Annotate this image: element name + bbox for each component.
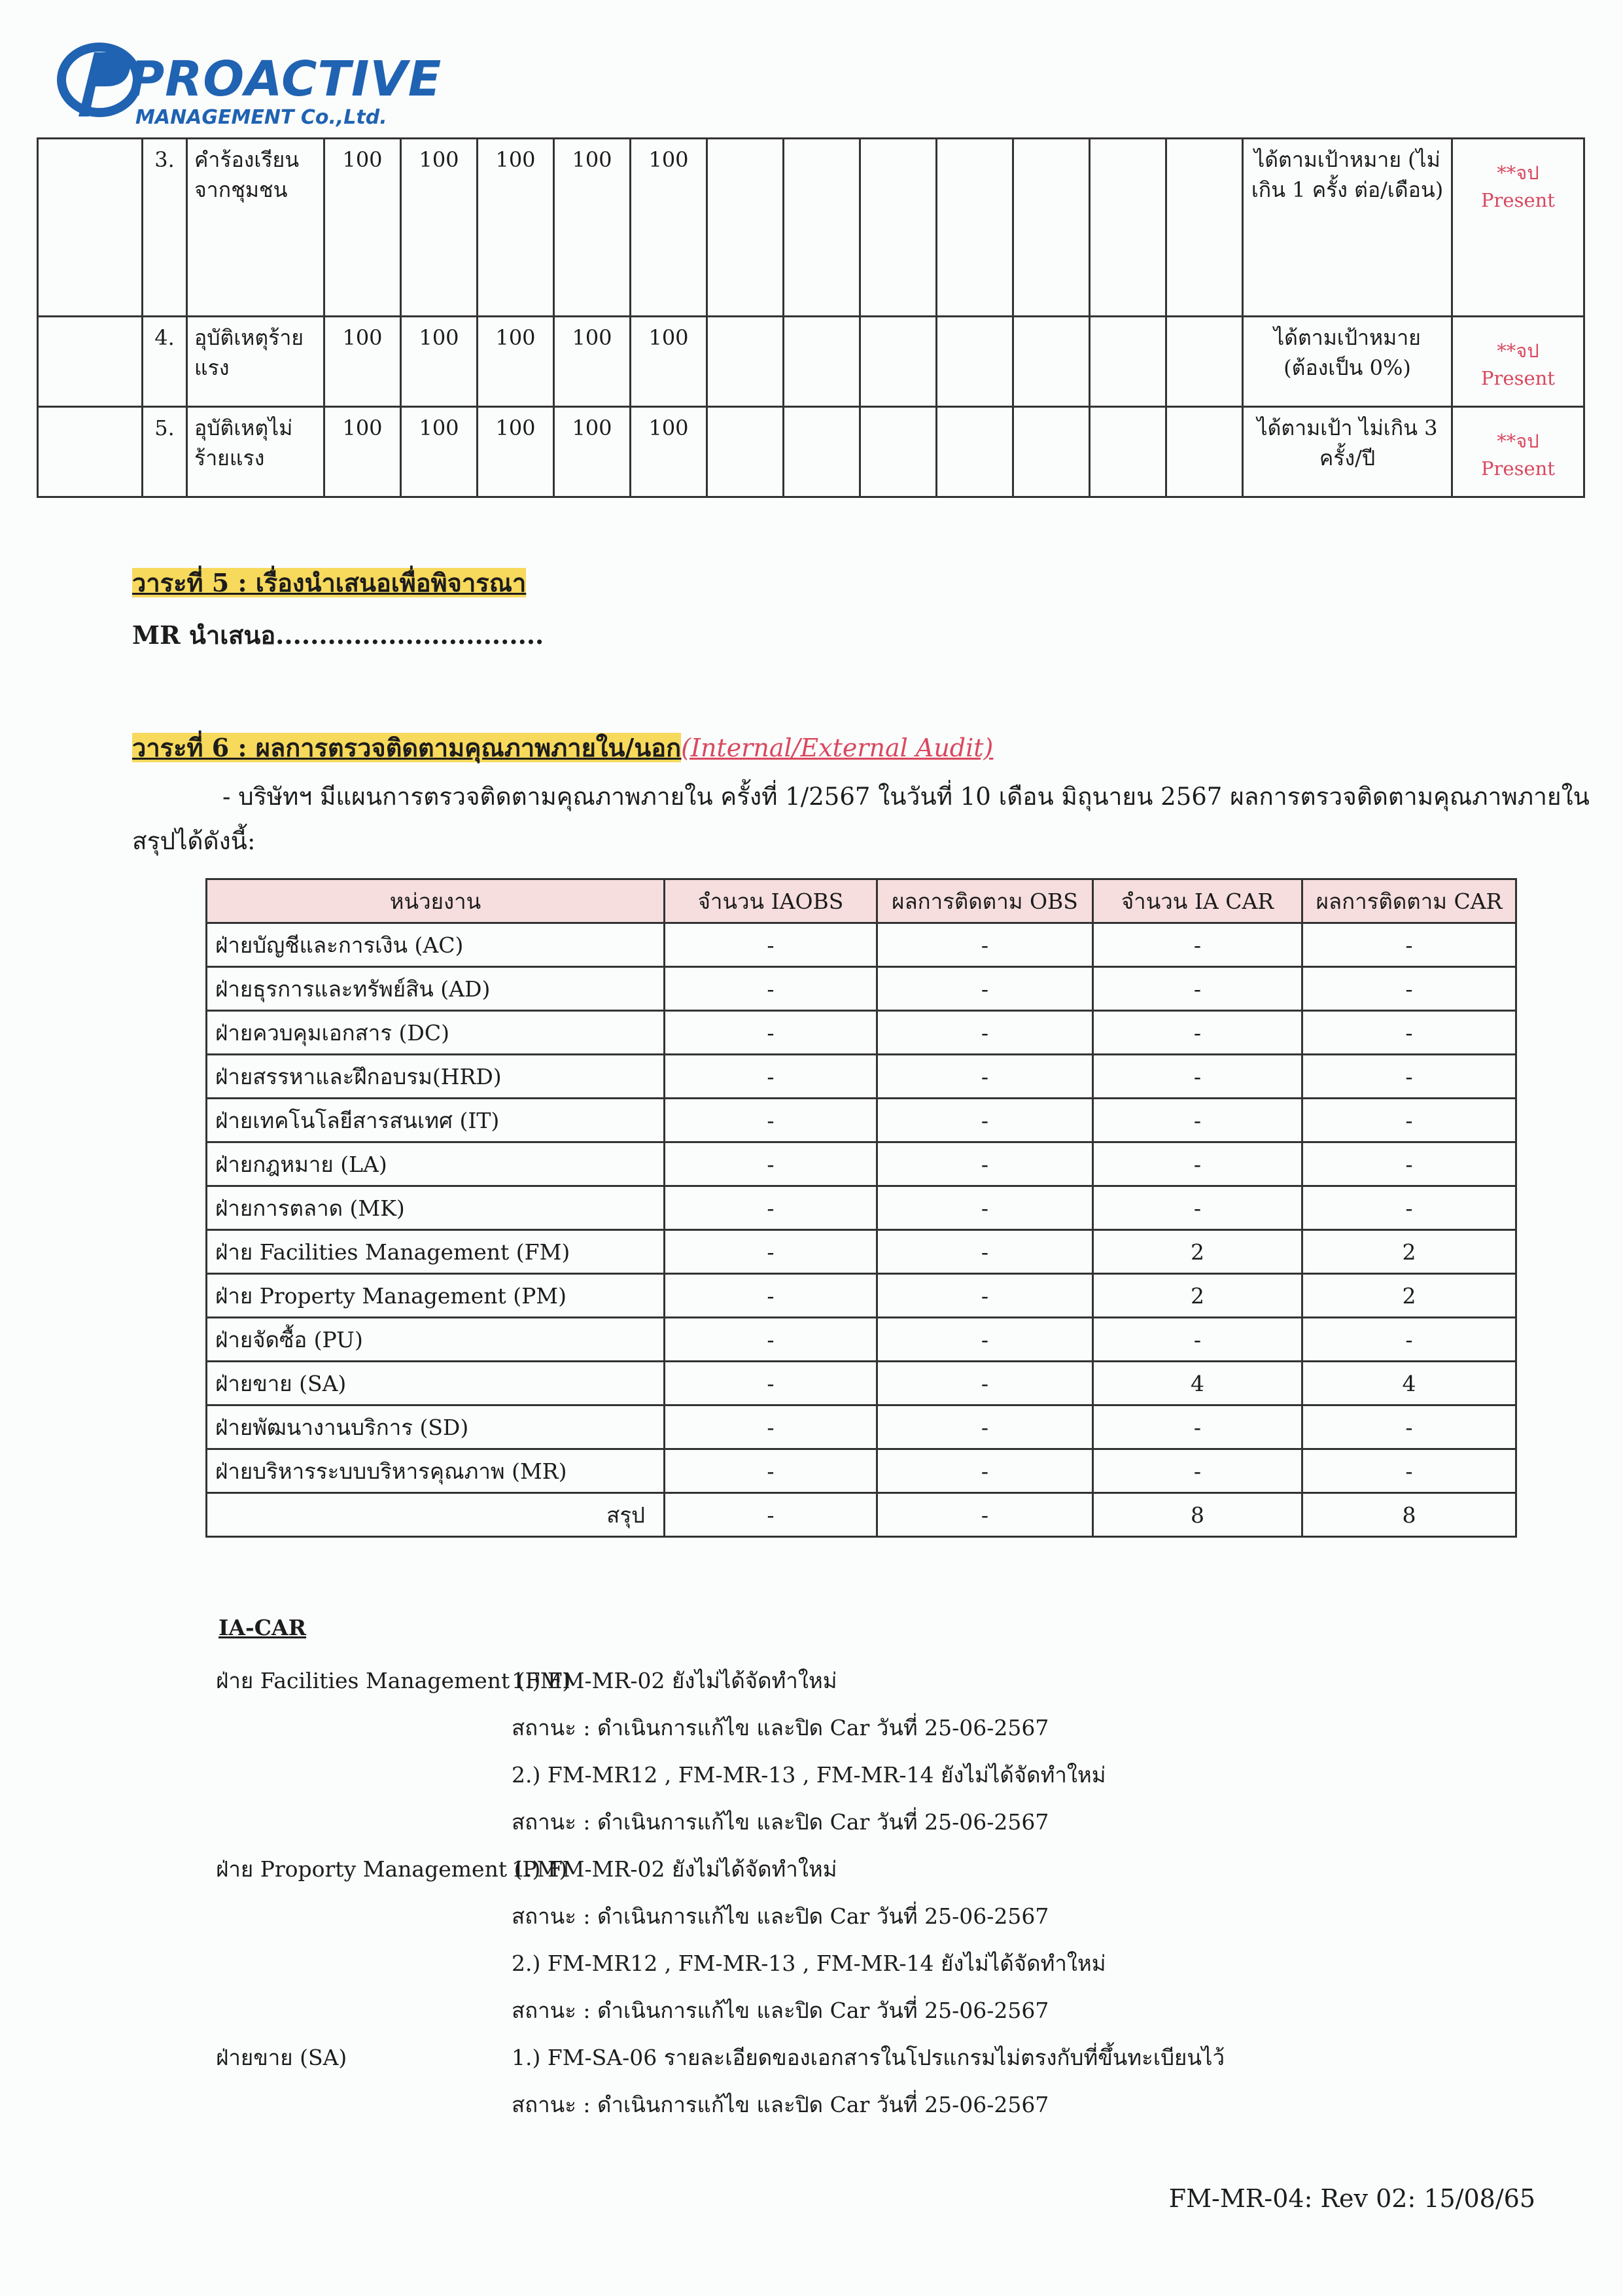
kpi-target: ได้ตามเป้าหมาย (ไม่เกิน 1 ครั้ง ต่อ/เดือน) bbox=[1243, 139, 1452, 317]
kpi-value: 100 bbox=[401, 317, 478, 407]
obs-cell: - bbox=[877, 1405, 1093, 1449]
logo-mark-icon bbox=[54, 33, 139, 124]
summary-iacar-cell: 8 bbox=[1093, 1493, 1302, 1537]
car-status: สถานะ : ดำเนินการแก้ไข และปิด Car วันที่ 25-06-2567 bbox=[512, 2092, 1049, 2117]
department-cell: ฝ่ายบัญชีและการเงิน (AC) bbox=[207, 923, 665, 967]
kpi-value: 100 bbox=[324, 317, 401, 407]
obs-cell: - bbox=[877, 1362, 1093, 1405]
table-row bbox=[207, 1362, 1516, 1405]
summary-row bbox=[207, 1493, 1516, 1537]
department-cell: ฝ่ายธุรการและทรัพย์สิน (AD) bbox=[207, 967, 665, 1011]
logo-subtitle: MANAGEMENT Co.,Ltd. bbox=[135, 106, 387, 129]
obs-cell: - bbox=[877, 1011, 1093, 1055]
car-cell: - bbox=[1302, 967, 1516, 1011]
header-iaobs: จำนวน IAOBS bbox=[665, 879, 877, 923]
car-item: 1.) FM-MR-02 ยังไม่ได้จัดทำใหม่ bbox=[512, 1668, 837, 1693]
table-row bbox=[207, 1055, 1516, 1099]
department-cell: ฝ่ายการตลาด (MK) bbox=[207, 1186, 665, 1230]
car-item: 1.) FM-MR-02 ยังไม่ได้จัดทำใหม่ bbox=[512, 1856, 837, 1882]
iacar-cell: 2 bbox=[1093, 1230, 1302, 1274]
kpi-row bbox=[38, 139, 1584, 317]
kpi-row bbox=[38, 317, 1584, 407]
table-row bbox=[207, 1230, 1516, 1274]
agenda-6-title: วาระที่ 6 : ผลการตรวจติดตามคุณภาพภายใน/นอก(Internal/External Audit) bbox=[132, 733, 994, 762]
department-cell: ฝ่ายขาย (SA) bbox=[207, 1362, 665, 1405]
department-cell: ฝ่ายกฎหมาย (LA) bbox=[207, 1142, 665, 1186]
department-cell: ฝ่ายพัฒนางานบริการ (SD) bbox=[207, 1405, 665, 1449]
header-iacar: จำนวน IA CAR bbox=[1093, 879, 1302, 923]
iacar-cell: - bbox=[1093, 1405, 1302, 1449]
company-logo bbox=[54, 33, 442, 131]
kpi-note: **จป Present bbox=[1452, 407, 1584, 497]
car-item: 2.) FM-MR12 , FM-MR-13 , FM-MR-14 ยังไม่ได้จัดทำใหม่ bbox=[512, 1762, 1106, 1788]
car-status: สถานะ : ดำเนินการแก้ไข และปิด Car วันที่ 25-06-2567 bbox=[512, 1903, 1049, 1929]
department-cell: ฝ่ายควบคุมเอกสาร (DC) bbox=[207, 1011, 665, 1055]
header-car-result: ผลการติดตาม CAR bbox=[1302, 879, 1516, 923]
kpi-table bbox=[37, 137, 1585, 498]
agenda-6-title-en: (Internal/External Audit) bbox=[681, 733, 994, 762]
kpi-item: อุบัติเหตุร้ายแรง bbox=[187, 317, 324, 407]
agenda-5-title: วาระที่ 5 : เรื่องนำเสนอเพื่อพิจารณา bbox=[132, 568, 527, 597]
car-cell: - bbox=[1302, 923, 1516, 967]
iacar-cell: 2 bbox=[1093, 1274, 1302, 1318]
obs-cell: - bbox=[877, 1142, 1093, 1186]
kpi-value: 100 bbox=[478, 407, 554, 497]
obs-cell: - bbox=[877, 1274, 1093, 1318]
kpi-value: 100 bbox=[631, 407, 707, 497]
iacar-cell: - bbox=[1093, 1142, 1302, 1186]
obs-cell: - bbox=[877, 1055, 1093, 1099]
iaobs-cell: - bbox=[665, 1405, 877, 1449]
kpi-note: **จป Present bbox=[1452, 317, 1584, 407]
car-cell: 2 bbox=[1302, 1274, 1516, 1318]
kpi-value: 100 bbox=[324, 139, 401, 317]
summary-obs-cell: - bbox=[877, 1493, 1093, 1537]
obs-cell: - bbox=[877, 1449, 1093, 1493]
table-row bbox=[207, 1405, 1516, 1449]
obs-cell: - bbox=[877, 967, 1093, 1011]
car-item: 2.) FM-MR12 , FM-MR-13 , FM-MR-14 ยังไม่ได้จัดทำใหม่ bbox=[512, 1951, 1106, 1976]
header-obs-result: ผลการติดตาม OBS bbox=[877, 879, 1093, 923]
department-cell: ฝ่ายสรรหาและฝึกอบรม(HRD) bbox=[207, 1055, 665, 1099]
iacar-cell: - bbox=[1093, 1099, 1302, 1142]
iaobs-cell: - bbox=[665, 923, 877, 967]
iaobs-cell: - bbox=[665, 967, 877, 1011]
obs-cell: - bbox=[877, 1318, 1093, 1362]
summary-iaobs-cell: - bbox=[665, 1493, 877, 1537]
car-status: สถานะ : ดำเนินการแก้ไข และปิด Car วันที่ 25-06-2567 bbox=[512, 1715, 1049, 1740]
obs-cell: - bbox=[877, 923, 1093, 967]
header-department: หน่วยงาน bbox=[207, 879, 665, 923]
agenda-5-presenter: MR นำเสนอ............................... bbox=[132, 620, 544, 650]
table-row bbox=[207, 1142, 1516, 1186]
kpi-no: 5. bbox=[143, 407, 187, 497]
department-cell: ฝ่ายเทคโนโลยีสารสนเทศ (IT) bbox=[207, 1099, 665, 1142]
department-cell: ฝ่าย Facilities Management (FM) bbox=[207, 1230, 665, 1274]
kpi-value: 100 bbox=[554, 317, 631, 407]
kpi-value: 100 bbox=[554, 407, 631, 497]
iaobs-cell: - bbox=[665, 1274, 877, 1318]
iacar-cell: - bbox=[1093, 967, 1302, 1011]
iaobs-cell: - bbox=[665, 1362, 877, 1405]
iacar-cell: - bbox=[1093, 1186, 1302, 1230]
car-status: สถานะ : ดำเนินการแก้ไข และปิด Car วันที่ 25-06-2567 bbox=[512, 1998, 1049, 2023]
table-row bbox=[207, 1449, 1516, 1493]
iaobs-cell: - bbox=[665, 1099, 877, 1142]
document-code: FM-MR-04: Rev 02: 15/08/65 bbox=[1168, 2184, 1535, 2213]
table-row bbox=[207, 967, 1516, 1011]
table-header-row bbox=[207, 879, 1516, 923]
table-row bbox=[207, 923, 1516, 967]
kpi-item: อุบัติเหตุไม่ร้ายแรง bbox=[187, 407, 324, 497]
car-cell: - bbox=[1302, 1011, 1516, 1055]
kpi-target: ได้ตามเป้าหมาย (ต้องเป็น 0%) bbox=[1243, 317, 1452, 407]
car-cell: - bbox=[1302, 1142, 1516, 1186]
kpi-row bbox=[38, 407, 1584, 497]
car-cell: 2 bbox=[1302, 1230, 1516, 1274]
obs-cell: - bbox=[877, 1186, 1093, 1230]
agenda-6-paragraph: - บริษัทฯ มีแผนการตรวจติดตามคุณภาพภายใน ครั้งที่ 1/2567 ในวันที่ 10 เดือน มิถุนายน 2567 ผลการตรวจติดตามคุณภาพภายใน bbox=[222, 783, 1590, 811]
table-row bbox=[207, 1186, 1516, 1230]
car-cell: - bbox=[1302, 1099, 1516, 1142]
logo-name: PROACTIVE bbox=[129, 51, 442, 107]
kpi-note: **จป Present bbox=[1452, 139, 1584, 317]
obs-cell: - bbox=[877, 1230, 1093, 1274]
car-cell: 4 bbox=[1302, 1362, 1516, 1405]
iaobs-cell: - bbox=[665, 1449, 877, 1493]
iacar-cell: - bbox=[1093, 1011, 1302, 1055]
iaobs-cell: - bbox=[665, 1055, 877, 1099]
summary-label: สรุป bbox=[207, 1493, 665, 1537]
kpi-value: 100 bbox=[324, 407, 401, 497]
kpi-value: 100 bbox=[478, 139, 554, 317]
kpi-no: 4. bbox=[143, 317, 187, 407]
car-dept-fm: ฝ่าย Facilities Management (FM) bbox=[216, 1668, 571, 1693]
agenda-6-paragraph-cont: สรุปได้ดังนี้: bbox=[132, 827, 256, 855]
summary-car-cell: 8 bbox=[1302, 1493, 1516, 1537]
car-status: สถานะ : ดำเนินการแก้ไข และปิด Car วันที่ 25-06-2567 bbox=[512, 1809, 1049, 1835]
kpi-value: 100 bbox=[554, 139, 631, 317]
car-cell: - bbox=[1302, 1055, 1516, 1099]
iaobs-cell: - bbox=[665, 1186, 877, 1230]
kpi-value: 100 bbox=[631, 317, 707, 407]
department-cell: ฝ่ายบริหารระบบบริหารคุณภาพ (MR) bbox=[207, 1449, 665, 1493]
iacar-cell: - bbox=[1093, 923, 1302, 967]
ia-car-title: IA-CAR bbox=[218, 1615, 307, 1640]
car-dept-sa: ฝ่ายขาย (SA) bbox=[216, 2045, 347, 2070]
audit-results-table bbox=[205, 878, 1517, 1538]
kpi-no: 3. bbox=[143, 139, 187, 317]
iacar-cell: - bbox=[1093, 1318, 1302, 1362]
table-row bbox=[207, 1318, 1516, 1362]
iacar-cell: - bbox=[1093, 1055, 1302, 1099]
table-row bbox=[207, 1011, 1516, 1055]
car-item: 1.) FM-SA-06 รายละเอียดของเอกสารในโปรแกรมไม่ตรงกับที่ขึ้นทะเบียนไว้ bbox=[512, 2045, 1225, 2070]
iaobs-cell: - bbox=[665, 1011, 877, 1055]
iaobs-cell: - bbox=[665, 1142, 877, 1186]
car-dept-pm: ฝ่าย Proporty Management (PM) bbox=[216, 1856, 568, 1882]
table-row bbox=[207, 1099, 1516, 1142]
kpi-value: 100 bbox=[631, 139, 707, 317]
table-row bbox=[207, 1274, 1516, 1318]
kpi-value: 100 bbox=[401, 139, 478, 317]
iaobs-cell: - bbox=[665, 1230, 877, 1274]
car-cell: - bbox=[1302, 1318, 1516, 1362]
iaobs-cell: - bbox=[665, 1318, 877, 1362]
car-cell: - bbox=[1302, 1449, 1516, 1493]
car-cell: - bbox=[1302, 1405, 1516, 1449]
department-cell: ฝ่ายจัดซื้อ (PU) bbox=[207, 1318, 665, 1362]
iacar-cell: - bbox=[1093, 1449, 1302, 1493]
iacar-cell: 4 bbox=[1093, 1362, 1302, 1405]
kpi-item: คำร้องเรียนจากชุมชน bbox=[187, 139, 324, 317]
kpi-value: 100 bbox=[478, 317, 554, 407]
car-cell: - bbox=[1302, 1186, 1516, 1230]
kpi-target: ได้ตามเป้า ไม่เกิน 3 ครั้ง/ปี bbox=[1243, 407, 1452, 497]
obs-cell: - bbox=[877, 1099, 1093, 1142]
kpi-value: 100 bbox=[401, 407, 478, 497]
department-cell: ฝ่าย Property Management (PM) bbox=[207, 1274, 665, 1318]
